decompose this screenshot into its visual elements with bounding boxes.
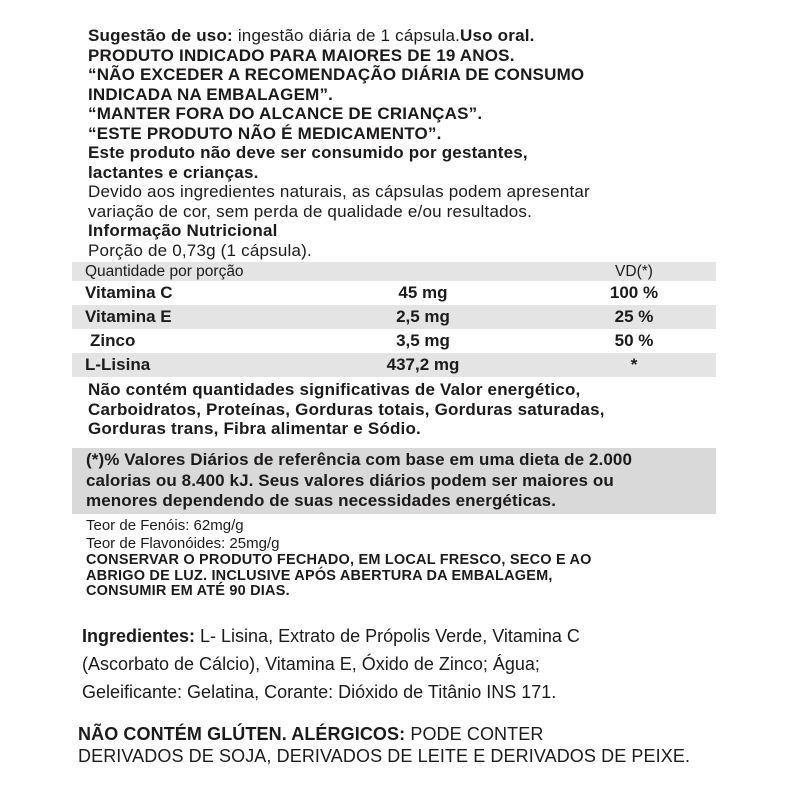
ingredients-block [82, 622, 762, 706]
daily-values-line: (*)% Valores Diários de referência com base em uma dieta de 2.000 [86, 450, 633, 469]
usage-line [88, 26, 768, 46]
portion-line: Porção de 0,73g (1 cápsula). [88, 240, 312, 260]
table-row [72, 281, 716, 305]
ingredients-line-2: (Ascorbato de Cálcio), Vitamina E, Óxido de Zinco; Água; [82, 654, 540, 674]
gluten-statement: NÃO CONTÉM GLÚTEN. [78, 724, 287, 744]
nutrient-dv: 25 % [614, 307, 654, 326]
nutrient-amount: 437,2 mg [386, 355, 460, 374]
no-significant-line: Gorduras trans, Fibra alimentar e Sódio. [88, 419, 421, 438]
age-warning: PRODUTO INDICADO PARA MAIORES DE 19 ANOS. [88, 45, 515, 65]
table-row [72, 305, 716, 329]
usage-warnings-block [88, 26, 768, 260]
allergens-line-2: DERIVADOS DE SOJA, DERIVADOS DE LEITE E DERIVADOS DE PEIXE. [78, 745, 691, 766]
nutrient-amount: 2,5 mg [396, 307, 450, 326]
daily-values-line: menores dependendo de suas necessidades energéticas. [86, 491, 557, 511]
ingredients-line-1 [82, 622, 762, 650]
header-dv: VD(*) [615, 262, 653, 280]
usage-label: Sugestão de uso: [88, 26, 233, 45]
allergics-text: PODE CONTER [410, 724, 544, 744]
pregnant-warning-1: Este produto não deve ser consumido por gestantes, [88, 143, 528, 162]
nutrient-name: Vitamina C [85, 283, 173, 302]
contents-block [86, 517, 279, 554]
exceed-warning-1: “NÃO EXCEDER A RECOMENDAÇÃO DIÁRIA DE CONSUMO [88, 65, 585, 84]
storage-line: ABRIGO DE LUZ. INCLUSIVE APÓS ABERTURA DA EMBALAGEM, [86, 567, 553, 584]
nutrient-dv: * [630, 355, 638, 374]
usage-oral: Uso oral. [460, 26, 535, 45]
nutrient-dv: 50 % [614, 331, 654, 350]
storage-block [86, 553, 592, 600]
ingredients-line-3: Geleificante: Gelatina, Corante: Dióxido de Titânio INS 171. [82, 682, 557, 702]
allergics-label: ALÉRGICOS: [286, 724, 411, 744]
allergens-line-1 [78, 724, 778, 746]
daily-values-note-box [72, 448, 716, 514]
header-quantity: Quantidade por porção [85, 262, 244, 280]
nutrition-table-header [72, 262, 716, 281]
nutrient-dv: 100 % [609, 283, 659, 302]
storage-line: CONSUMIR EM ATÉ 90 DIAS. [86, 583, 290, 600]
ingredients-text: L- Lisina, Extrato de Própolis Verde, Vitamina C [195, 626, 580, 646]
pregnant-warning-2: lactantes e crianças. [88, 162, 259, 182]
no-significant-line: Não contém quantidades significativas de Valor energético, [88, 380, 581, 399]
nutrient-amount: 45 mg [398, 283, 448, 302]
nutrient-name: Zinco [90, 331, 136, 350]
no-significant-block [88, 380, 768, 439]
ingredients-label: Ingredientes: [82, 626, 196, 646]
table-row [72, 353, 716, 377]
nutrition-table [72, 262, 716, 377]
medicine-warning: “ESTE PRODUTO NÃO É MEDICAMENTO”. [88, 123, 442, 143]
table-row [72, 329, 716, 353]
nutrient-name: Vitamina E [85, 307, 172, 326]
allergens-block [78, 724, 778, 767]
storage-line: CONSERVAR O PRODUTO FECHADO, EM LOCAL FRESCO, SECO E AO [86, 552, 592, 568]
nutrient-amount: 3,5 mg [396, 331, 450, 350]
phenols-line: Teor de Fenóis: 62mg/g [86, 517, 244, 534]
flavonoids-line: Teor de Flavonóides: 25mg/g [86, 535, 280, 553]
nutrition-title: Informação Nutricional [88, 221, 278, 240]
no-significant-line: Carboidratos, Proteínas, Gorduras totais, Gorduras saturadas, [88, 399, 605, 419]
children-warning: “MANTER FORA DO ALCANCE DE CRIANÇAS”. [88, 104, 483, 123]
exceed-warning-2: INDICADA NA EMBALAGEM”. [88, 84, 334, 104]
usage-text: ingestão diária de 1 cápsula. [232, 26, 461, 45]
natural-note-2: variação de cor, sem perda de qualidade e/ou resultados. [88, 201, 533, 221]
nutrient-name: L-Lisina [85, 355, 151, 374]
daily-values-line: calorias ou 8.400 kJ. Seus valores diários podem ser maiores ou [86, 470, 614, 490]
natural-note-1: Devido aos ingredientes naturais, as cápsulas podem apresentar [88, 182, 590, 201]
